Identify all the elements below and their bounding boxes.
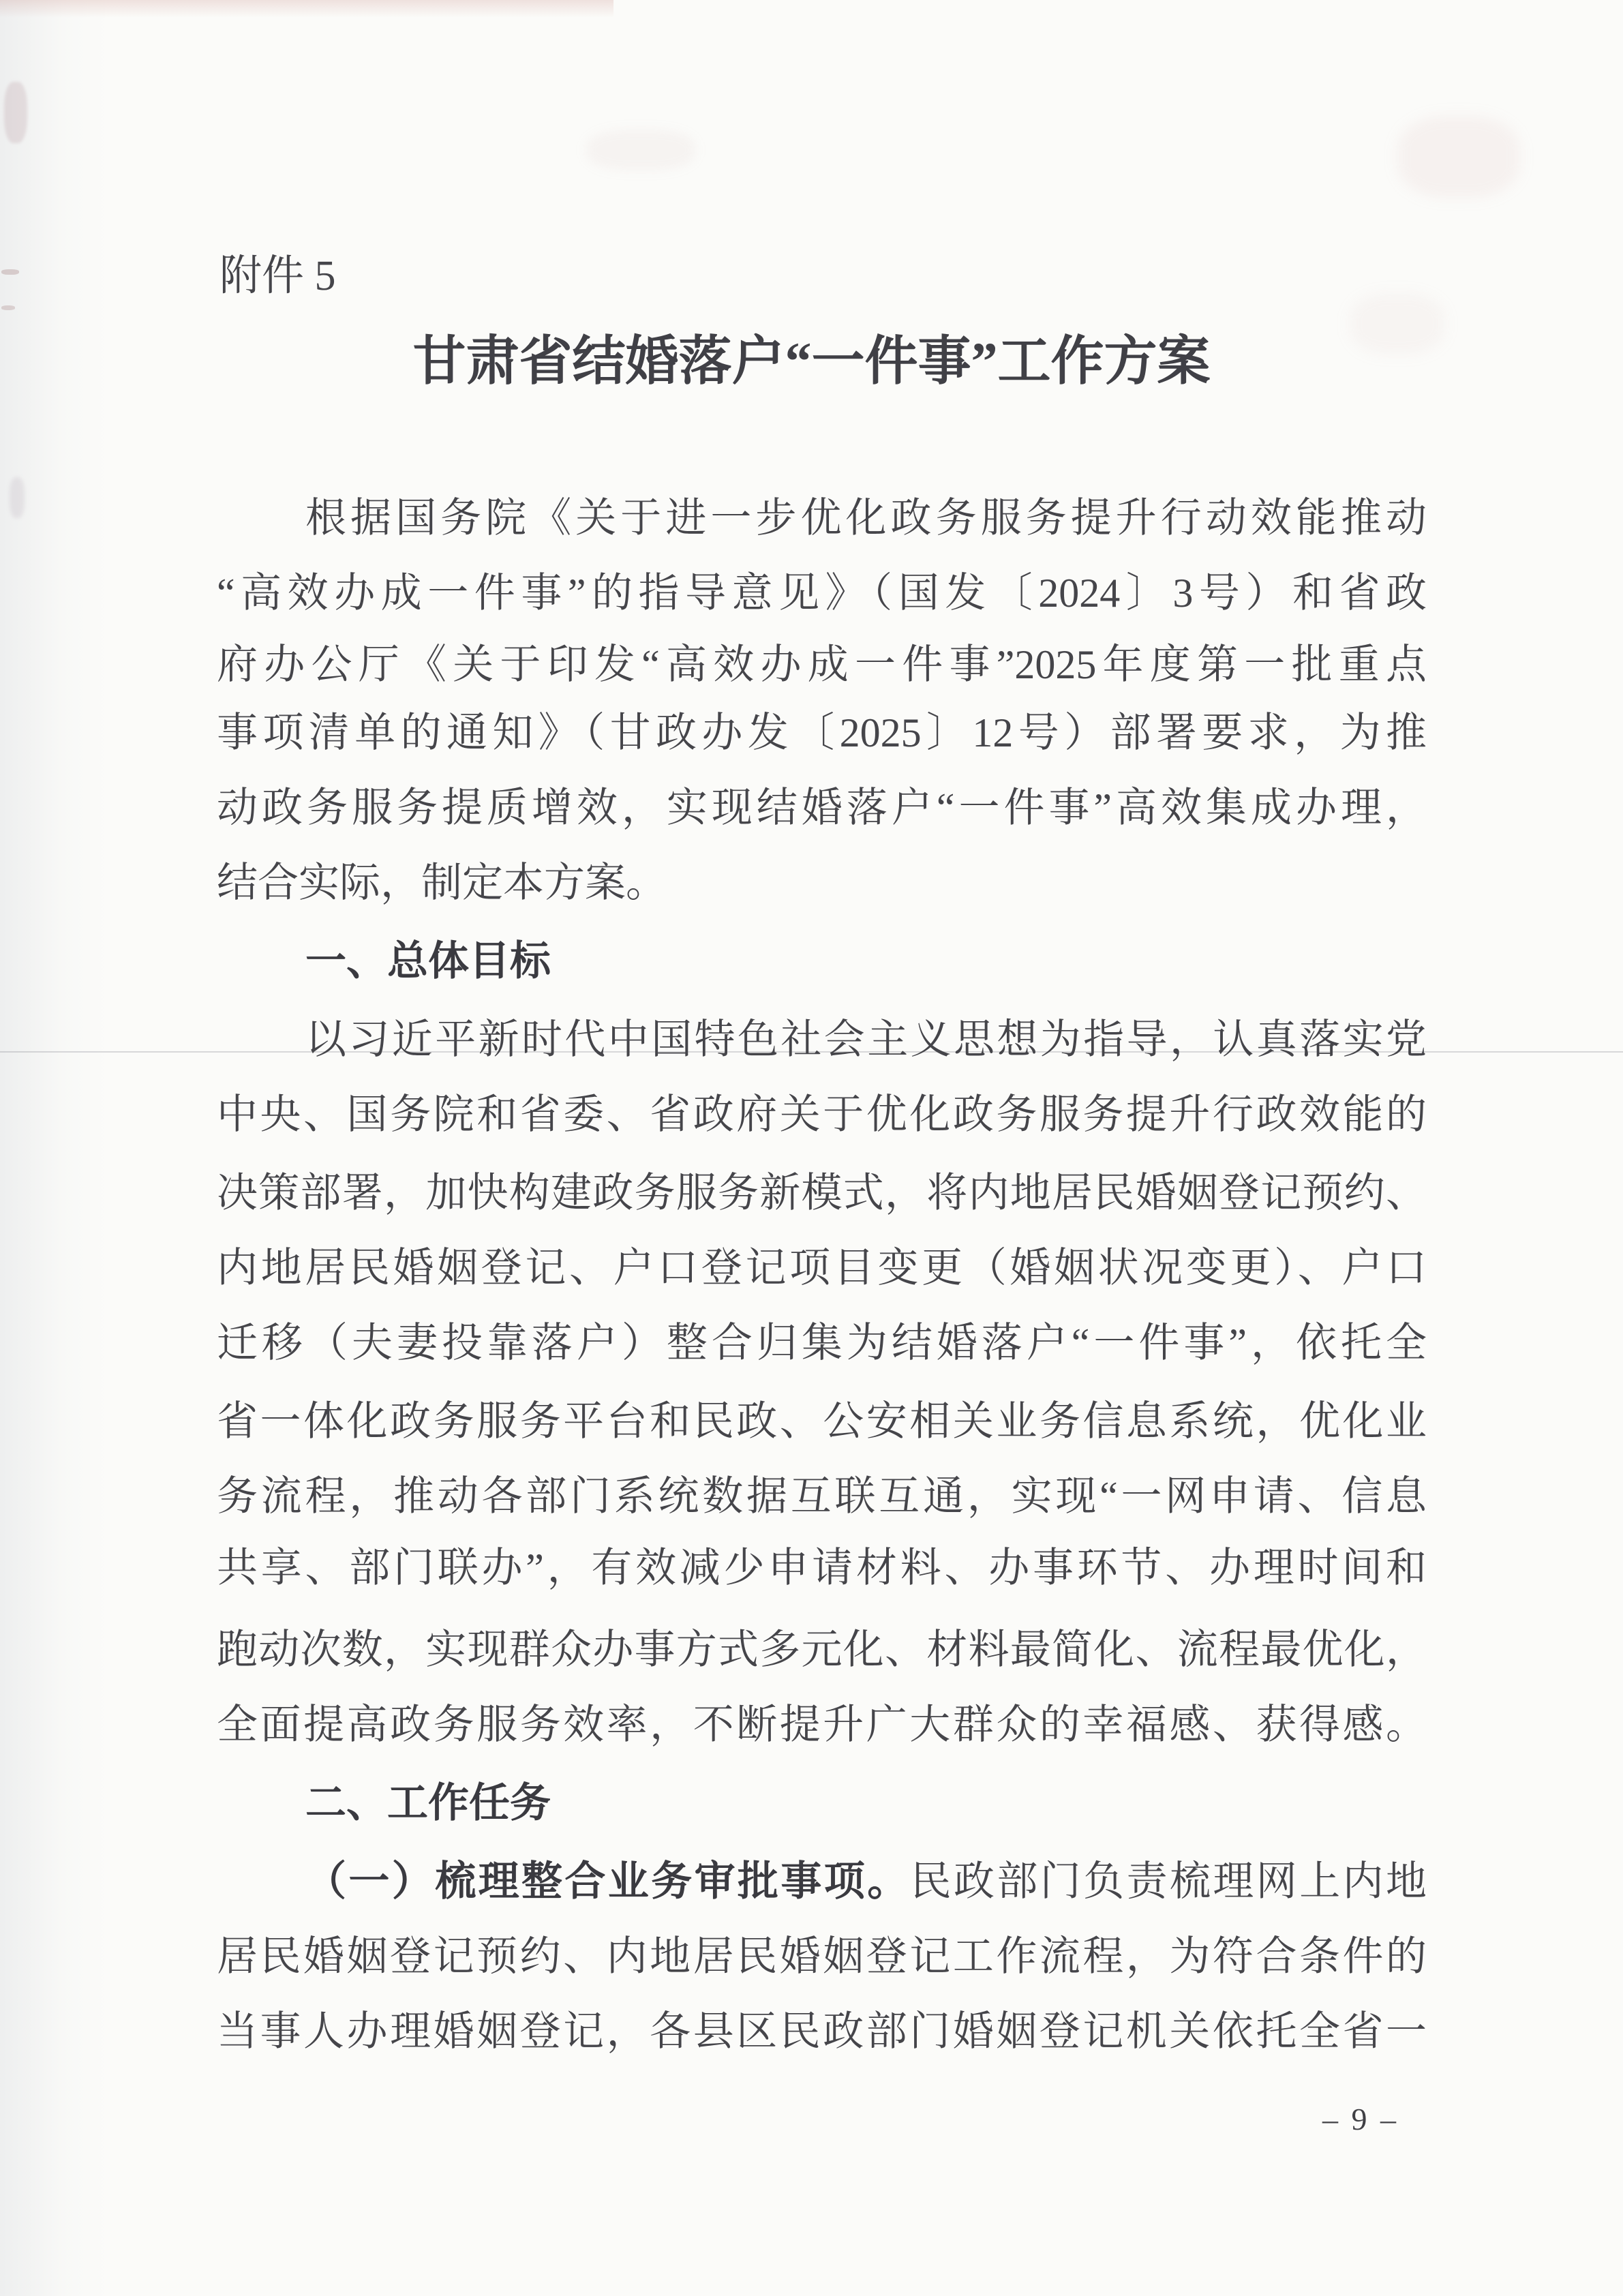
body-line: 根据国务院《关于进一步优化政务服务提升行动效能推动: [305, 496, 1427, 541]
body-line: 居民婚姻登记预约、内地居民婚姻登记工作流程，为符合条件的: [217, 1934, 1427, 1979]
body-line: 务流程，推动各部门系统数据互联互通，实现“一网申请、信息: [217, 1474, 1427, 1519]
body-line: 省一体化政务服务平台和民政、公安相关业务信息系统，优化业: [217, 1399, 1427, 1444]
body-line: 中央、国务院和省委、省政府关于优化政务服务提升行政效能的: [217, 1092, 1427, 1137]
body-line: 以习近平新时代中国特色社会主义思想为指导，认真落实党: [305, 1017, 1427, 1062]
body-line: 共享、部门联办”，有效减少申请材料、办事环节、办理时间和: [217, 1545, 1427, 1590]
document-title: 甘肃省结婚落户“一件事”工作方案: [412, 331, 1211, 391]
body-line: 决策部署，加快构建政务服务新模式，将内地居民婚姻登记预约、: [217, 1170, 1427, 1215]
section-heading-2: 二、工作任务: [305, 1781, 551, 1826]
body-line: 动政务服务提质增效，实现结婚落户“一件事”高效集成办理，: [217, 785, 1427, 830]
body-line-bold-lead: （一）梳理整合业务审批事项。: [305, 1859, 911, 1904]
body-line: 事项清单的通知》（甘政办发〔2025〕12号）部署要求，为推: [217, 710, 1427, 755]
page-number: – 9 –: [1322, 2102, 1399, 2136]
body-line: 府办公厅《关于印发“高效办成一件事”2025年度第一批重点: [217, 642, 1427, 687]
body-line: 迁移（夫妻投靠落户）整合归集为结婚落户“一件事”，依托全: [217, 1320, 1427, 1365]
body-line: “高效办成一件事”的指导意见》（国发〔2024〕3号）和省政: [217, 571, 1427, 616]
body-line: 跑动次数，实现群众办事方式多元化、材料最简化、流程最优化，: [217, 1627, 1427, 1672]
body-line: 结合实际，制定本方案。: [217, 860, 667, 905]
attachment-label: 附件 5: [219, 253, 336, 299]
body-line: [217, 1844, 1427, 1919]
body-line: 全面提高政务服务效率，不断提升广大群众的幸福感、获得感。: [217, 1702, 1427, 1747]
body-line-rest: 民政部门负责梳理网上内地: [910, 1859, 1427, 1904]
body-line: 内地居民婚姻登记、户口登记项目变更（婚姻状况变更）、户口: [217, 1245, 1427, 1290]
section-heading-1: 一、总体目标: [305, 939, 551, 984]
body-line: 当事人办理婚姻登记，各县区民政部门婚姻登记机关依托全省一: [217, 2009, 1427, 2054]
